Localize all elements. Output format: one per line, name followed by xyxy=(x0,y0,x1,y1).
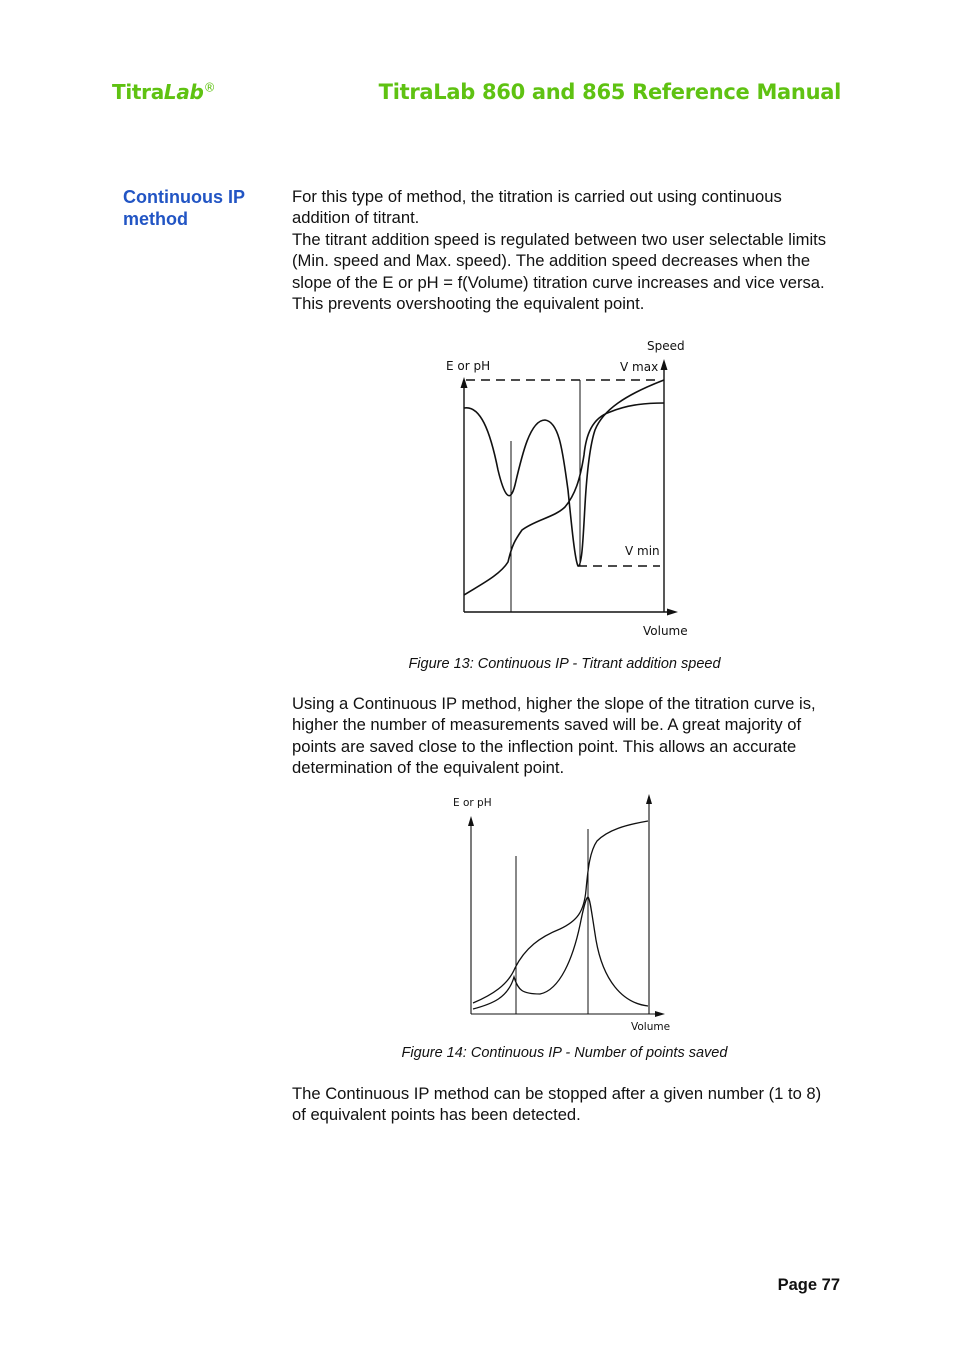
figure-14-caption: Figure 14: Continuous IP - Number of points saved xyxy=(401,1045,728,1061)
fig13-label-volume: Volume xyxy=(643,624,688,638)
brand-italic: Lab xyxy=(163,80,204,104)
fig13-label-vmax: V max xyxy=(620,360,659,374)
registered-mark: ® xyxy=(203,80,216,95)
fig14-x-axis-arrow xyxy=(655,1011,665,1017)
section-title: Continuous IP method xyxy=(123,187,245,229)
fig14-titration-curve xyxy=(473,821,648,1003)
middle-paragraph: Using a Continuous IP method, higher the slope of the titration curve is, higher the number of measurements saved will be. A great majority of points are saved close to the inflection point. This allows an accurate determination of the equivalent point. xyxy=(292,694,816,777)
intro-paragraph-2: The titrant addition speed is regulated between two user selectable limits (Min. speed and Max. speed). The addition speed decreases when the slope of the E or pH = f(Volume) titration curve increases and vice versa. This prevents overshooting the equivalent point. xyxy=(292,230,827,313)
closing-paragraph: The Continuous IP method can be stopped after a given number (1 to 8) of equivalent points has been detected. xyxy=(292,1084,822,1125)
fig14-right-axis-arrow xyxy=(646,794,652,804)
fig14-left-axis-arrow xyxy=(468,816,474,826)
page-number: Page 77 xyxy=(777,1276,840,1294)
brand-prefix: Titra xyxy=(112,80,164,104)
manual-title: TitraLab 860 and 865 Reference Manual xyxy=(378,80,841,104)
intro-paragraph-1: For this type of method, the titration is carried out using continuous addition of titrant. xyxy=(292,187,782,228)
fig13-label-vmin: V min xyxy=(625,544,660,558)
fig14-points-density-curve xyxy=(473,897,648,1009)
fig14-label-e-or-ph: E or pH xyxy=(453,797,492,809)
figure-13-caption: Figure 13: Continuous IP - Titrant addition speed xyxy=(408,656,721,672)
fig13-label-speed: Speed xyxy=(647,339,685,353)
fig13-label-e-or-ph: E or pH xyxy=(446,359,491,373)
fig14-label-volume: Volume xyxy=(631,1021,671,1033)
